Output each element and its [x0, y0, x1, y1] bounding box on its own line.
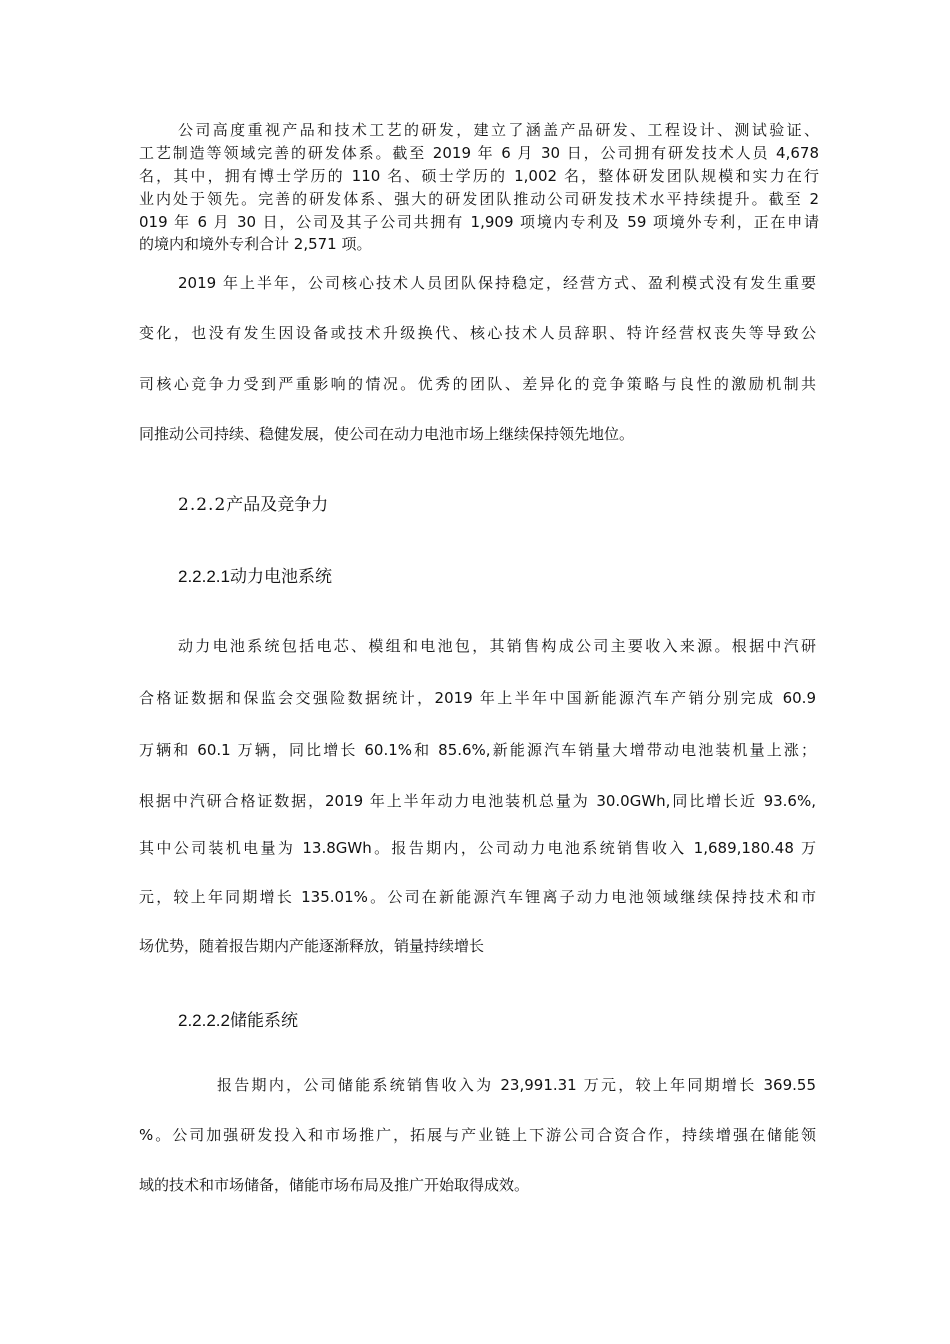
section-title: 动力电池系统	[230, 567, 332, 587]
paragraph-line: 变化，也没有发生因设备或技术升级换代、核心技术人员辞职、特许经营权丧失等导致公	[139, 324, 816, 342]
paragraph-line: 业内处于领先。完善的研发体系、强大的研发团队推动公司研发技术水平持续提升。截至 2	[139, 190, 819, 208]
section-title: 储能系统	[230, 1011, 298, 1031]
paragraph-line: 019 年 6 月 30 日，公司及其子公司共拥有 1,909 项境内专利及 59 项境外专利，正在申请	[139, 213, 819, 231]
paragraph-line: 司核心竞争力受到严重影响的情况。优秀的团队、差异化的竞争策略与良性的激励机制共	[139, 375, 816, 393]
paragraph-line: %。公司加强研发投入和市场推广，拓展与产业链上下游公司合资合作，持续增强在储能领	[139, 1126, 816, 1144]
paragraph-line: 公司高度重视产品和技术工艺的研发，建立了涵盖产品研发、工程设计、测试验证、	[178, 121, 819, 139]
section-title: 产品及竞争力	[226, 495, 329, 515]
paragraph-line: 场优势，随着报告期内产能逐渐释放，销量持续增长	[139, 937, 485, 955]
section-number: 2.2.2.2	[178, 1011, 230, 1030]
paragraph-line: 动力电池系统包括电芯、模组和电池包，其销售构成公司主要收入来源。根据中汽研	[178, 637, 816, 655]
paragraph-line: 万辆和 60.1 万辆，同比增长 60.1%和 85.6%,新能源汽车销量大增带动电池装机量上涨；	[139, 741, 816, 759]
section-heading-2-2-2-1	[178, 566, 332, 588]
paragraph-line: 报告期内，公司储能系统销售收入为 23,991.31 万元，较上年同期增长 369.55	[217, 1076, 816, 1094]
paragraph-line: 名，其中，拥有博士学历的 110 名、硕士学历的 1,002 名，整体研发团队规模和实力在行	[139, 167, 819, 185]
section-heading-2-2-2-2	[178, 1010, 298, 1032]
paragraph-line: 元，较上年同期增长 135.01%。公司在新能源汽车锂离子动力电池领域继续保持技术和市	[139, 888, 816, 906]
section-number: 2.2.2	[178, 495, 227, 515]
paragraph-line: 合格证数据和保监会交强险数据统计，2019 年上半年中国新能源汽车产销分别完成 60.9	[139, 689, 816, 707]
paragraph-line: 工艺制造等领域完善的研发体系。截至 2019 年 6 月 30 日，公司拥有研发技术人员 4,678	[139, 144, 819, 162]
paragraph-line: 同推动公司持续、稳健发展，使公司在动力电池市场上继续保持领先地位。	[139, 425, 635, 443]
paragraph-line: 根据中汽研合格证数据，2019 年上半年动力电池装机总量为 30.0GWh,同比增长近 93.6%,	[139, 792, 816, 810]
paragraph-line: 的境内和境外专利合计 2,571 项。	[139, 235, 372, 253]
paragraph-line: 域的技术和市场储备，储能市场布局及推广开始取得成效。	[139, 1176, 530, 1194]
section-heading-2-2-2	[178, 494, 328, 516]
section-number: 2.2.2.1	[178, 567, 230, 586]
paragraph-line: 2019 年上半年，公司核心技术人员团队保持稳定，经营方式、盈利模式没有发生重要	[178, 274, 816, 292]
paragraph-line: 其中公司装机电量为 13.8GWh。报告期内，公司动力电池系统销售收入 1,689,180.48 万	[139, 839, 816, 857]
